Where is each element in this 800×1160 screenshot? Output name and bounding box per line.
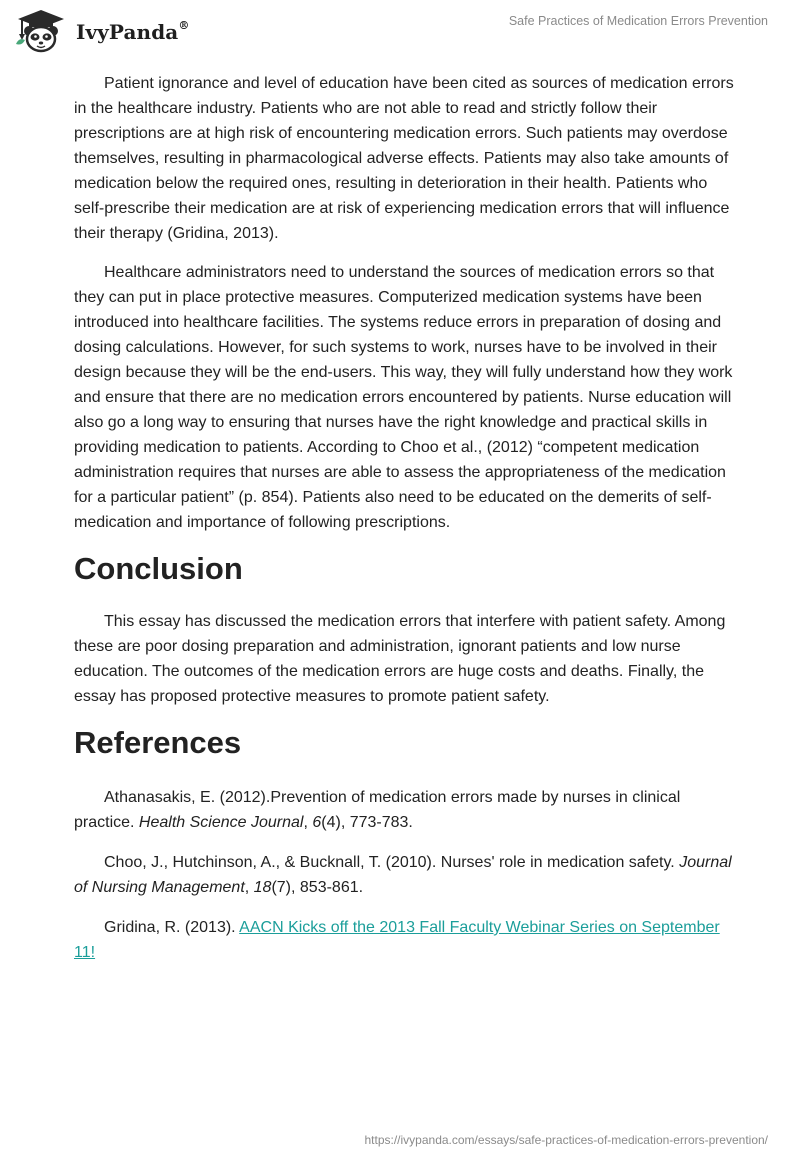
brand-name: IvyPanda® (76, 19, 190, 44)
reference-item: Choo, J., Hutchinson, A., & Bucknall, T. (2010). Nurses' role in medication safety. Journal of Nursing Management, 18(7), 853-861. (74, 854, 732, 896)
page-header (0, 0, 800, 64)
body-paragraph: Healthcare administrators need to understand the sources of medication errors so that they can put in place protective measures. Computerized medication systems have been introduced into healthcare facilities. The systems reduce errors in preparation of dosing and dosing calculations. However, for such systems to work, nurses have to be involved in their design because they will be the end-users. This way, they will fully understand how they work and ensure that there are no medication errors encountered by patients. Nurse education will also go a long way to ensuring that nurses have the right knowledge and practical skills in providing medication to patients. According to Choo et al., (2012) “competent medication administration requires that nurses are able to assess the appropriateness of the medication for a particular patient” (p. 854). Patients also need to be educated on the demerits of self-medication and importance of following prescriptions. (74, 264, 733, 531)
reference-item: Athanasakis, E. (2012).Prevention of medication errors made by nurses in clinical practice. Health Science Journal, 6(4), 773-783. (74, 789, 681, 831)
body-paragraph: Patient ignorance and level of education have been cited as sources of medication errors in the healthcare industry. Patients who are not able to read and strictly follow their prescriptions are at high risk of encountering medication errors. Such patients may overdose themselves, resulting in pharmacological adverse effects. Patients may also take amounts of medication below the required ones, resulting in deterioration in their health. Patients who self-prescribe their medication are at risk of experiencing medication errors that will influence their therapy (Gridina, 2013). (74, 75, 734, 242)
running-title: Safe Practices of Medication Errors Prevention (508, 14, 768, 28)
reference-link[interactable]: AACN Kicks off the 2013 Fall Faculty Webinar Series on September 11! (74, 919, 720, 961)
essay-content (74, 71, 734, 980)
ivypanda-logo[interactable] (14, 8, 189, 54)
references-heading: References (74, 725, 242, 760)
panda-graduate-icon (14, 8, 70, 54)
conclusion-heading: Conclusion (74, 551, 243, 586)
footer-url: https://ivypanda.com/essays/safe-practices-of-medication-errors-prevention/ (364, 1133, 768, 1147)
conclusion-paragraph: This essay has discussed the medication errors that interfere with patient safety. Among these are poor dosing preparation and administration, ignorant patients and low nurse education. The outcomes of the medication errors are huge costs and deaths. Finally, the essay has proposed protective measures to promote patient safety. (74, 613, 726, 705)
reference-item: Gridina, R. (2013). AACN Kicks off the 2013 Fall Faculty Webinar Series on September 11! (74, 919, 720, 961)
